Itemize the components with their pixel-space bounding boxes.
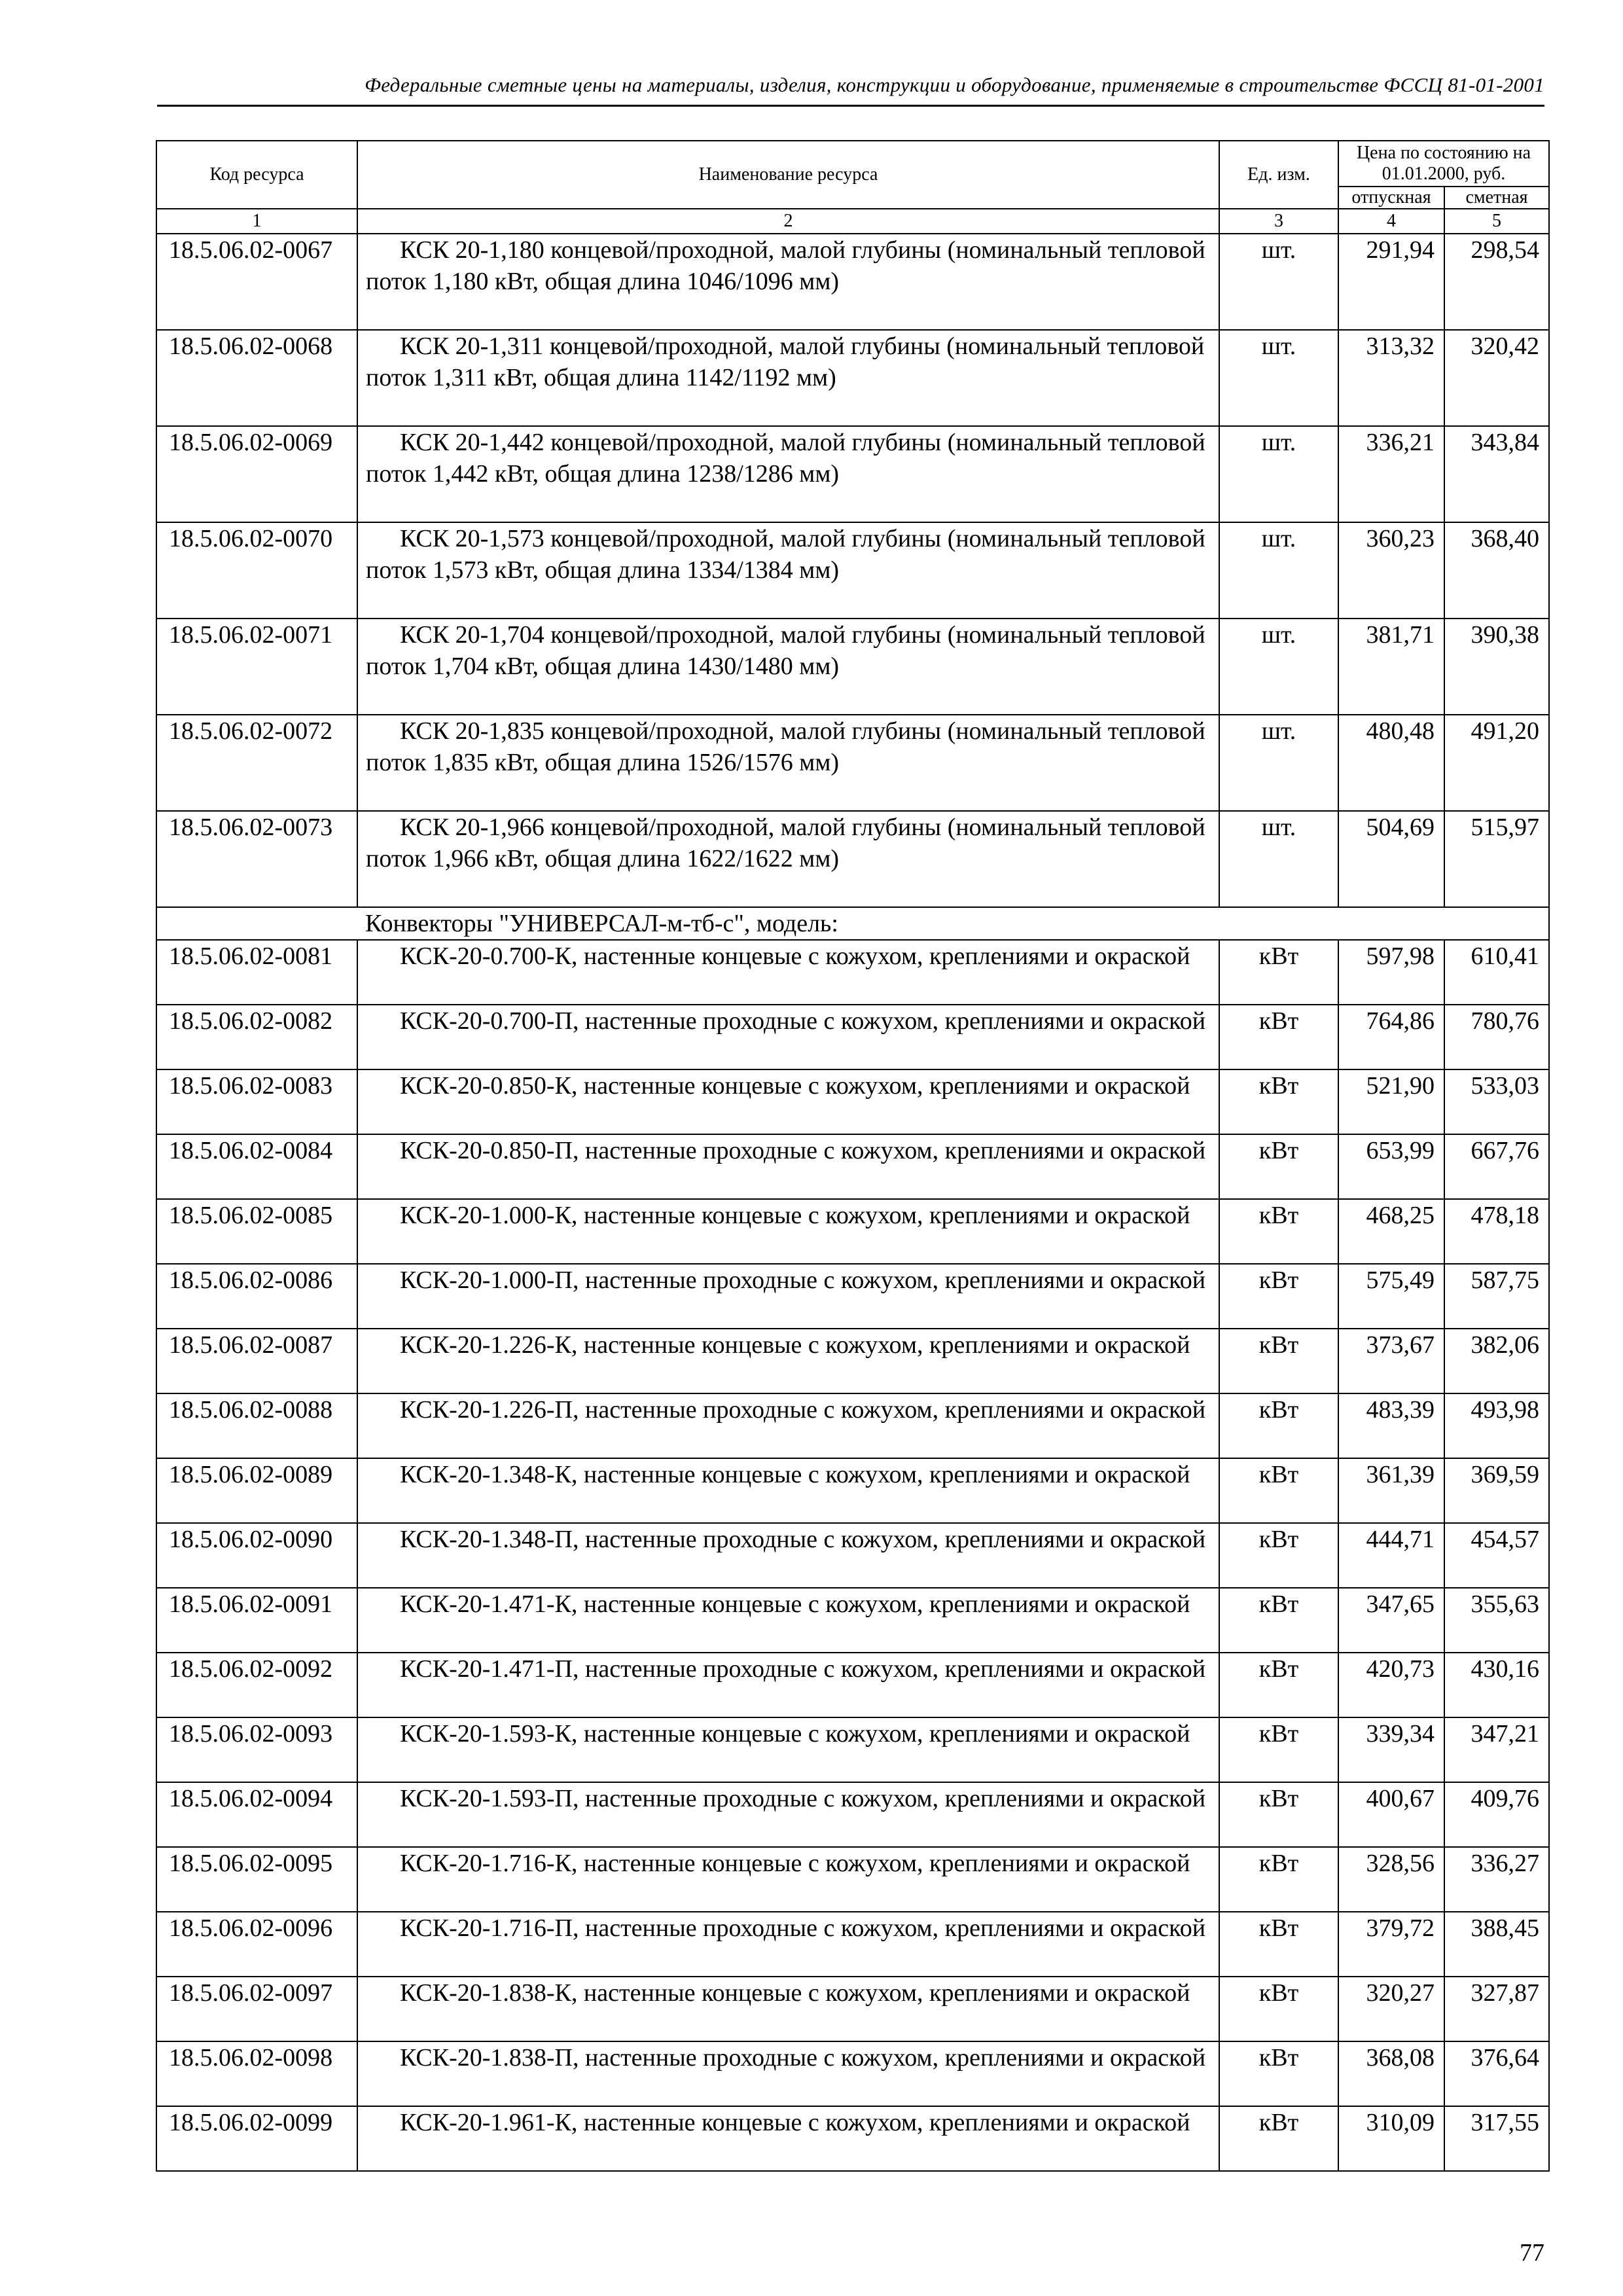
resource-name-continuation: креплениями и окраской — [944, 1655, 1206, 1683]
resource-code: 18.5.06.02-0072 — [156, 715, 357, 811]
col-number: 5 — [1444, 209, 1549, 234]
estimate-price: 368,40 — [1444, 522, 1549, 619]
resource-name-first-line: КСК-20-0.700-П, настенные проходные с кожухом, — [400, 1007, 939, 1035]
resource-name-first-line: КСК-20-1.226-П, настенные проходные с кожухом, — [400, 1396, 939, 1424]
release-price: 521,90 — [1338, 1069, 1444, 1134]
resource-code: 18.5.06.02-0088 — [156, 1393, 357, 1458]
resource-code: 18.5.06.02-0097 — [156, 1977, 357, 2041]
unit: кВт — [1219, 1847, 1338, 1912]
release-price: 320,27 — [1338, 1977, 1444, 2041]
resource-name — [357, 1005, 1219, 1069]
estimate-price: 533,03 — [1444, 1069, 1549, 1134]
resource-name-first-line: КСК 20-1,180 концевой/проходной, малой глубины — [400, 236, 942, 264]
estimate-price: 515,97 — [1444, 811, 1549, 907]
col-number: 4 — [1338, 209, 1444, 234]
estimate-price: 317,55 — [1444, 2106, 1549, 2171]
resource-name-first-line: КСК 20-1,442 концевой/проходной, малой глубины — [400, 429, 942, 456]
release-price: 480,48 — [1338, 715, 1444, 811]
resource-name-continuation: креплениями и окраской — [944, 2044, 1206, 2072]
resource-name — [357, 1393, 1219, 1458]
release-price: 328,56 — [1338, 1847, 1444, 1912]
resource-code: 18.5.06.02-0083 — [156, 1069, 357, 1134]
col-number: 1 — [156, 209, 357, 234]
unit: кВт — [1219, 2106, 1338, 2171]
unit: кВт — [1219, 1782, 1338, 1847]
table-body-section-a — [156, 234, 1549, 907]
estimate-price: 493,98 — [1444, 1393, 1549, 1458]
col-header-release: отпускная — [1338, 187, 1444, 209]
resource-code: 18.5.06.02-0091 — [156, 1588, 357, 1653]
resource-code: 18.5.06.02-0084 — [156, 1134, 357, 1199]
resource-name-first-line: КСК-20-1.593-П, настенные проходные с кожухом, — [400, 1785, 939, 1812]
resource-name-continuation: креплениями и окраской — [944, 1137, 1206, 1164]
resource-code: 18.5.06.02-0082 — [156, 1005, 357, 1069]
unit: шт. — [1219, 330, 1338, 426]
unit: кВт — [1219, 1005, 1338, 1069]
resource-name-first-line: КСК-20-1.348-П, настенные проходные с кожухом, — [400, 1526, 939, 1553]
header-rule — [157, 105, 1544, 107]
release-price: 313,32 — [1338, 330, 1444, 426]
resource-code: 18.5.06.02-0096 — [156, 1912, 357, 1977]
unit: кВт — [1219, 1588, 1338, 1653]
release-price: 597,98 — [1338, 940, 1444, 1005]
release-price: 339,34 — [1338, 1717, 1444, 1782]
resource-name-continuation: креплениями и окраской — [944, 1266, 1206, 1294]
estimate-price: 610,41 — [1444, 940, 1549, 1005]
resource-name — [357, 715, 1219, 811]
group-heading-row — [156, 907, 1549, 940]
unit: кВт — [1219, 1977, 1338, 2041]
resource-code: 18.5.06.02-0071 — [156, 619, 357, 715]
resource-name-first-line: КСК 20-1,704 концевой/проходной, малой глубины — [400, 621, 942, 649]
resource-code: 18.5.06.02-0067 — [156, 234, 357, 330]
resource-code: 18.5.06.02-0094 — [156, 1782, 357, 1847]
resource-name-continuation: креплениями и окраской — [929, 1720, 1190, 1748]
resource-name — [357, 1653, 1219, 1717]
resource-name — [357, 1782, 1219, 1847]
unit: кВт — [1219, 1912, 1338, 1977]
estimate-price: 336,27 — [1444, 1847, 1549, 1912]
col-header-name: Наименование ресурса — [357, 141, 1219, 209]
release-price: 381,71 — [1338, 619, 1444, 715]
col-number: 3 — [1219, 209, 1338, 234]
release-price: 373,67 — [1338, 1329, 1444, 1393]
table-row — [156, 1069, 1549, 1134]
price-table — [156, 140, 1550, 2172]
col-header-estimate: сметная — [1444, 187, 1549, 209]
release-price: 361,39 — [1338, 1458, 1444, 1523]
table-row — [156, 1458, 1549, 1523]
unit: кВт — [1219, 1458, 1338, 1523]
resource-name-continuation: креплениями и окраской — [929, 1331, 1190, 1359]
estimate-price: 478,18 — [1444, 1199, 1549, 1264]
resource-code: 18.5.06.02-0090 — [156, 1523, 357, 1588]
release-price: 575,49 — [1338, 1264, 1444, 1329]
table-body-section-b — [156, 940, 1549, 2171]
estimate-price: 409,76 — [1444, 1782, 1549, 1847]
resource-name — [357, 811, 1219, 907]
resource-name — [357, 234, 1219, 330]
table-row — [156, 1977, 1549, 2041]
resource-name-continuation: креплениями и окраской — [944, 1785, 1206, 1812]
resource-name-continuation: креплениями и окраской — [944, 1914, 1206, 1942]
resource-name — [357, 330, 1219, 426]
estimate-price: 355,63 — [1444, 1588, 1549, 1653]
table-row — [156, 1329, 1549, 1393]
release-price: 360,23 — [1338, 522, 1444, 619]
resource-name — [357, 1134, 1219, 1199]
resource-name-first-line: КСК 20-1,966 концевой/проходной, малой глубины — [400, 814, 942, 841]
unit: кВт — [1219, 940, 1338, 1005]
estimate-price: 298,54 — [1444, 234, 1549, 330]
release-price: 420,73 — [1338, 1653, 1444, 1717]
table-row — [156, 1847, 1549, 1912]
estimate-price: 430,16 — [1444, 1653, 1549, 1717]
resource-name-continuation: креплениями и окраской — [944, 1396, 1206, 1424]
release-price: 368,08 — [1338, 2041, 1444, 2106]
estimate-price: 587,75 — [1444, 1264, 1549, 1329]
resource-name-first-line: КСК 20-1,573 концевой/проходной, малой глубины — [400, 525, 942, 552]
col-header-price: Цена по состоянию на 01.01.2000, руб. — [1338, 141, 1549, 187]
resource-name-first-line: КСК-20-1.000-К, настенные концевые с кожухом, — [400, 1202, 923, 1229]
resource-name — [357, 940, 1219, 1005]
release-price: 310,09 — [1338, 2106, 1444, 2171]
release-price: 764,86 — [1338, 1005, 1444, 1069]
unit: кВт — [1219, 1069, 1338, 1134]
resource-name-first-line: КСК-20-1.471-П, настенные проходные с кожухом, — [400, 1655, 939, 1683]
estimate-price: 454,57 — [1444, 1523, 1549, 1588]
table-row — [156, 1005, 1549, 1069]
estimate-price: 491,20 — [1444, 715, 1549, 811]
resource-code: 18.5.06.02-0089 — [156, 1458, 357, 1523]
release-price: 504,69 — [1338, 811, 1444, 907]
unit: шт. — [1219, 619, 1338, 715]
estimate-price: 320,42 — [1444, 330, 1549, 426]
release-price: 483,39 — [1338, 1393, 1444, 1458]
resource-name-first-line: КСК-20-1.716-К, настенные концевые с кожухом, — [400, 1850, 923, 1877]
resource-name-continuation: креплениями и окраской — [929, 1979, 1190, 2007]
resource-name-first-line: КСК-20-1.838-П, настенные проходные с кожухом, — [400, 2044, 939, 2072]
unit: шт. — [1219, 811, 1338, 907]
table-row — [156, 1588, 1549, 1653]
estimate-price: 376,64 — [1444, 2041, 1549, 2106]
table-row — [156, 940, 1549, 1005]
table-row — [156, 426, 1549, 522]
resource-name-continuation: (номинальный тепловой поток 1,704 кВт, общая длина 1430/1480 мм) — [366, 621, 1205, 680]
estimate-price: 343,84 — [1444, 426, 1549, 522]
resource-name — [357, 1912, 1219, 1977]
unit: кВт — [1219, 1199, 1338, 1264]
estimate-price: 388,45 — [1444, 1912, 1549, 1977]
resource-name — [357, 1069, 1219, 1134]
group-heading: Конвекторы "УНИВЕРСАЛ-м-тб-с", модель: — [357, 907, 1444, 940]
resource-name-first-line: КСК-20-1.471-К, настенные концевые с кожухом, — [400, 1590, 923, 1618]
page-number: 77 — [1520, 2239, 1544, 2267]
release-price: 468,25 — [1338, 1199, 1444, 1264]
resource-name-continuation: (номинальный тепловой поток 1,573 кВт, общая длина 1334/1384 мм) — [366, 525, 1205, 584]
resource-name-continuation: креплениями и окраской — [944, 1007, 1206, 1035]
running-header: Федеральные сметные цены на материалы, изделия, конструкции и оборудование, применяемые в строительстве ФССЦ 81-01-2001 — [365, 73, 1544, 96]
release-price: 379,72 — [1338, 1912, 1444, 1977]
unit: кВт — [1219, 1393, 1338, 1458]
table-row — [156, 1264, 1549, 1329]
resource-code: 18.5.06.02-0092 — [156, 1653, 357, 1717]
resource-code: 18.5.06.02-0099 — [156, 2106, 357, 2171]
resource-name-continuation: креплениями и окраской — [929, 1850, 1190, 1877]
resource-name — [357, 1588, 1219, 1653]
resource-name — [357, 1199, 1219, 1264]
table-row — [156, 715, 1549, 811]
table-row — [156, 1717, 1549, 1782]
estimate-price: 327,87 — [1444, 1977, 1549, 2041]
table-row — [156, 1393, 1549, 1458]
estimate-price: 667,76 — [1444, 1134, 1549, 1199]
table-row — [156, 1199, 1549, 1264]
release-price: 653,99 — [1338, 1134, 1444, 1199]
resource-name-first-line: КСК-20-0.700-К, настенные концевые с кожухом, — [400, 942, 923, 970]
resource-name-first-line: КСК-20-1.348-К, настенные концевые с кожухом, — [400, 1461, 923, 1488]
resource-name-continuation: (номинальный тепловой поток 1,311 кВт, общая длина 1142/1192 мм) — [366, 332, 1205, 391]
resource-code: 18.5.06.02-0081 — [156, 940, 357, 1005]
resource-name-first-line: КСК-20-0.850-К, настенные концевые с кожухом, — [400, 1072, 923, 1100]
resource-name — [357, 1264, 1219, 1329]
table-row — [156, 619, 1549, 715]
release-price: 400,67 — [1338, 1782, 1444, 1847]
release-price: 336,21 — [1338, 426, 1444, 522]
estimate-price: 369,59 — [1444, 1458, 1549, 1523]
table-row — [156, 1782, 1549, 1847]
release-price: 291,94 — [1338, 234, 1444, 330]
table-row — [156, 811, 1549, 907]
table-row — [156, 1653, 1549, 1717]
resource-name — [357, 522, 1219, 619]
resource-code: 18.5.06.02-0093 — [156, 1717, 357, 1782]
resource-code: 18.5.06.02-0070 — [156, 522, 357, 619]
table-row — [156, 1523, 1549, 1588]
resource-code: 18.5.06.02-0069 — [156, 426, 357, 522]
resource-name-first-line: КСК-20-1.226-К, настенные концевые с кожухом, — [400, 1331, 923, 1359]
resource-code: 18.5.06.02-0086 — [156, 1264, 357, 1329]
resource-name-first-line: КСК 20-1,311 концевой/проходной, малой глубины — [400, 332, 940, 360]
resource-name-continuation: (номинальный тепловой поток 1,180 кВт, общая длина 1046/1096 мм) — [366, 236, 1205, 295]
resource-name-continuation: креплениями и окраской — [929, 942, 1190, 970]
resource-name — [357, 2041, 1219, 2106]
resource-name-continuation: креплениями и окраской — [929, 1590, 1190, 1618]
group-heading-end-cell — [1444, 907, 1549, 940]
resource-name — [357, 1458, 1219, 1523]
resource-name-continuation: креплениями и окраской — [929, 1202, 1190, 1229]
resource-code: 18.5.06.02-0098 — [156, 2041, 357, 2106]
unit: кВт — [1219, 1717, 1338, 1782]
table-header — [156, 141, 1549, 234]
resource-name-continuation: (номинальный тепловой поток 1,966 кВт, общая длина 1622/1622 мм) — [366, 814, 1205, 872]
estimate-price: 780,76 — [1444, 1005, 1549, 1069]
unit: кВт — [1219, 2041, 1338, 2106]
resource-name-first-line: КСК-20-1.961-К, настенные концевые с кожухом, — [400, 2109, 923, 2136]
estimate-price: 390,38 — [1444, 619, 1549, 715]
resource-name — [357, 426, 1219, 522]
resource-name-continuation: (номинальный тепловой поток 1,835 кВт, общая длина 1526/1576 мм) — [366, 717, 1205, 776]
resource-name — [357, 1847, 1219, 1912]
resource-name-first-line: КСК-20-1.000-П, настенные проходные с кожухом, — [400, 1266, 939, 1294]
resource-name-first-line: КСК-20-0.850-П, настенные проходные с кожухом, — [400, 1137, 939, 1164]
release-price: 347,65 — [1338, 1588, 1444, 1653]
table-row — [156, 522, 1549, 619]
estimate-price: 382,06 — [1444, 1329, 1549, 1393]
unit: кВт — [1219, 1653, 1338, 1717]
resource-code: 18.5.06.02-0085 — [156, 1199, 357, 1264]
table-row — [156, 234, 1549, 330]
resource-name — [357, 1329, 1219, 1393]
resource-name-continuation: креплениями и окраской — [929, 1072, 1190, 1100]
resource-name-first-line: КСК-20-1.593-К, настенные концевые с кожухом, — [400, 1720, 923, 1748]
resource-name-first-line: КСК 20-1,835 концевой/проходной, малой глубины — [400, 717, 942, 745]
resource-code: 18.5.06.02-0068 — [156, 330, 357, 426]
table-row — [156, 2041, 1549, 2106]
resource-code: 18.5.06.02-0073 — [156, 811, 357, 907]
table-row — [156, 2106, 1549, 2171]
resource-name-continuation: креплениями и окраской — [929, 2109, 1190, 2136]
release-price: 444,71 — [1338, 1523, 1444, 1588]
unit: шт. — [1219, 234, 1338, 330]
unit: шт. — [1219, 715, 1338, 811]
col-header-unit: Ед. изм. — [1219, 141, 1338, 209]
resource-code: 18.5.06.02-0095 — [156, 1847, 357, 1912]
resource-code: 18.5.06.02-0087 — [156, 1329, 357, 1393]
estimate-price: 347,21 — [1444, 1717, 1549, 1782]
col-header-code: Код ресурса — [156, 141, 357, 209]
unit: кВт — [1219, 1523, 1338, 1588]
resource-name — [357, 1717, 1219, 1782]
col-number: 2 — [357, 209, 1219, 234]
resource-name-continuation: креплениями и окраской — [929, 1461, 1190, 1488]
resource-name — [357, 1523, 1219, 1588]
resource-name-first-line: КСК-20-1.716-П, настенные проходные с кожухом, — [400, 1914, 939, 1942]
table-row — [156, 1912, 1549, 1977]
unit: шт. — [1219, 522, 1338, 619]
resource-name-continuation: (номинальный тепловой поток 1,442 кВт, общая длина 1238/1286 мм) — [366, 429, 1205, 488]
resource-name — [357, 2106, 1219, 2171]
unit: кВт — [1219, 1329, 1338, 1393]
resource-name — [357, 619, 1219, 715]
table-row — [156, 1134, 1549, 1199]
resource-name — [357, 1977, 1219, 2041]
unit: кВт — [1219, 1264, 1338, 1329]
group-heading-code-cell — [156, 907, 357, 940]
group-heading-section — [156, 907, 1549, 940]
resource-name-continuation: креплениями и окраской — [944, 1526, 1206, 1553]
unit: шт. — [1219, 426, 1338, 522]
table-row — [156, 330, 1549, 426]
resource-name-first-line: КСК-20-1.838-К, настенные концевые с кожухом, — [400, 1979, 923, 2007]
unit: кВт — [1219, 1134, 1338, 1199]
